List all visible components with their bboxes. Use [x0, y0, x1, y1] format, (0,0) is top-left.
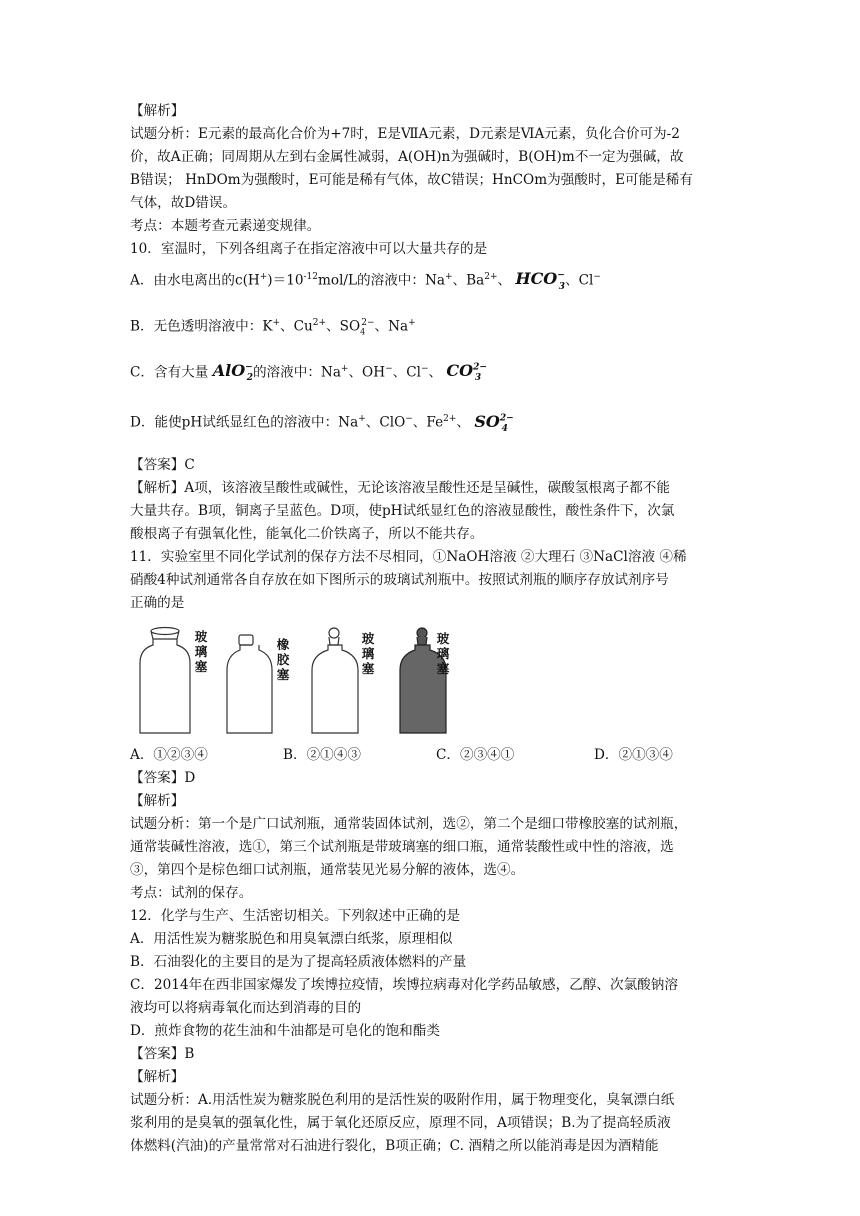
question-11: 11．实验室里不同化学试剂的保存方法不尽相同，①NaOH溶液 ②大理石 ③NaCl溶液 ④稀 — [130, 548, 687, 565]
explanation-10: 大量共存。B项，铜离子呈蓝色。D项，使pH试纸显红色的溶液显酸性，酸性条件下，次氯 — [130, 502, 675, 519]
bottle-1-label: 玻 璃 塞 — [194, 628, 208, 674]
bottle-glass-stopper — [312, 628, 358, 733]
bottle-4-label: 玻 璃 塞 — [436, 630, 450, 676]
bottle-3-label: 玻 璃 塞 — [361, 630, 375, 676]
analysis-line: 试题分析：E元素的最高化合价为+7时，E是ⅦA元素，D元素是ⅥA元素，负化合价可为-2 — [130, 126, 680, 142]
question-12-option-c: C．2014年在西非国家爆发了埃博拉疫情，埃博拉病毒对化学药品敏感，乙醇、次氯酸钠溶 — [130, 976, 678, 993]
explanation-12: 体燃料(汽油)的产量常常对石油进行裂化，B项正确；C. 酒精之所以能消毒是因为酒精能 — [130, 1137, 659, 1154]
answer-12: 【答案】B — [130, 1045, 195, 1062]
analysis-heading: 【解析】 — [130, 1068, 185, 1085]
explanation-11: 通常装碱性溶液，选①，第三个试剂瓶是带玻璃塞的细口瓶，通常装酸性或中性的溶液，选 — [130, 838, 674, 855]
question-10-option-c: C．含有大量 AlO−$_2$的溶液中：Na+、OH−、Cl−、 $CO^{2-}_3$ — [130, 361, 487, 384]
explanation-11: 试题分析：第一个是广口试剂瓶，通常装固体试剂，选②，第二个是细口带橡胶塞的试剂瓶， — [130, 815, 688, 832]
document-page — [130, 100, 740, 1158]
explanation-10: 【解析】A项，该溶液呈酸性或碱性，无论该溶液呈酸性还是呈碱性，碳酸氢根离子都不能 — [130, 479, 670, 496]
hco3-formula: $HCO^-_3$ — [515, 269, 566, 292]
bottle-rubber-stopper — [227, 635, 272, 733]
analysis-line: 气体，故D错误。 — [130, 195, 237, 211]
question-12-option-a: A．用活性炭为糖浆脱色和用臭氧漂白纸浆，原理相似 — [130, 930, 453, 947]
bottle-2-label: 橡 胶 塞 — [276, 636, 290, 682]
option-d: D．②①③④ — [594, 746, 673, 763]
explanation-12: 浆利用的是臭氧的强氧化性，属于氧化还原反应，原理不同，A项错误；B.为了提高轻质液 — [130, 1114, 671, 1131]
question-10-option-b: B．无色透明溶液中：K+、$Cu^{2+}$、$SO_4^{2-}$、Na+ — [130, 317, 416, 336]
reagent-bottles-figure — [130, 625, 740, 740]
key-point: 考点：本题考查元素递变规律。 — [130, 218, 321, 234]
bottles-drawing — [130, 625, 470, 740]
question-11: 硝酸4种试剂通常各自存放在如下图所示的玻璃试剂瓶中。按照试剂瓶的顺序存放试剂序号 — [130, 571, 669, 588]
co3-formula: $CO^{2-}_3$ — [446, 361, 487, 384]
question-11-options — [130, 744, 740, 767]
alo2-formula: AlO−$_2$ — [212, 361, 253, 384]
option-a: A．①②③④ — [130, 746, 208, 763]
analysis-heading: 【解析】 — [130, 103, 185, 119]
analysis-line: B错误； HnDOm为强酸时，E可能是稀有气体，故C错误；HnCOm为强酸时，E可能是稀有 — [130, 172, 693, 188]
bottle-wide-mouth — [140, 627, 190, 733]
question-12-option-c: 液均可以将病毒氧化而达到消毒的目的 — [130, 999, 362, 1016]
explanation-12: 试题分析：A.用活性炭为糖浆脱色利用的是活性炭的吸附作用，属于物理变化，臭氧漂白纸 — [130, 1091, 675, 1108]
explanation-11: ③，第四个是棕色细口试剂瓶，通常装见光易分解的液体，选④。 — [130, 861, 525, 878]
question-12-option-b: B．石油裂化的主要目的是为了提高轻质液体燃料的产量 — [130, 953, 467, 970]
question-10-option-a: A．由水电离出的$c(H^+)=10^{-12}mol/L$的溶液中：Na+、$Ba^{2+}$、 $HCO^-_3$、Cl− — [130, 269, 601, 292]
analysis-heading: 【解析】 — [130, 792, 185, 809]
so4-formula: $SO^{2-}_4$ — [474, 411, 514, 434]
question-11: 正确的是 — [130, 594, 185, 611]
question-10: 10．室温时，下列各组离子在指定溶液中可以大量共存的是 — [130, 241, 488, 257]
explanation-10: 酸根离子有强氧化性，能氧化二价铁离子，所以不能共存。 — [130, 525, 484, 542]
question-12: 12．化学与生产、生活密切相关。下列叙述中正确的是 — [130, 907, 460, 924]
answer-11: 【答案】D — [130, 769, 196, 786]
analysis-line: 价，故A正确；同周期从左到右金属性减弱，A(OH)n为强碱时，B(OH)m不一定为强碱，故 — [130, 149, 684, 165]
option-c: C．②③④① — [436, 746, 515, 763]
answer-10: 【答案】C — [130, 456, 195, 473]
question-10-option-d: D．能使pH试纸显红色的溶液中：Na+、ClO−、$Fe^{2+}$、 $SO^{2-}_4$ — [130, 411, 514, 434]
option-b: B．②①④③ — [283, 746, 361, 763]
key-point: 考点：试剂的保存。 — [130, 884, 253, 901]
question-12-option-d: D．煎炸食物的花生油和牛油都是可皂化的饱和酯类 — [130, 1022, 440, 1039]
